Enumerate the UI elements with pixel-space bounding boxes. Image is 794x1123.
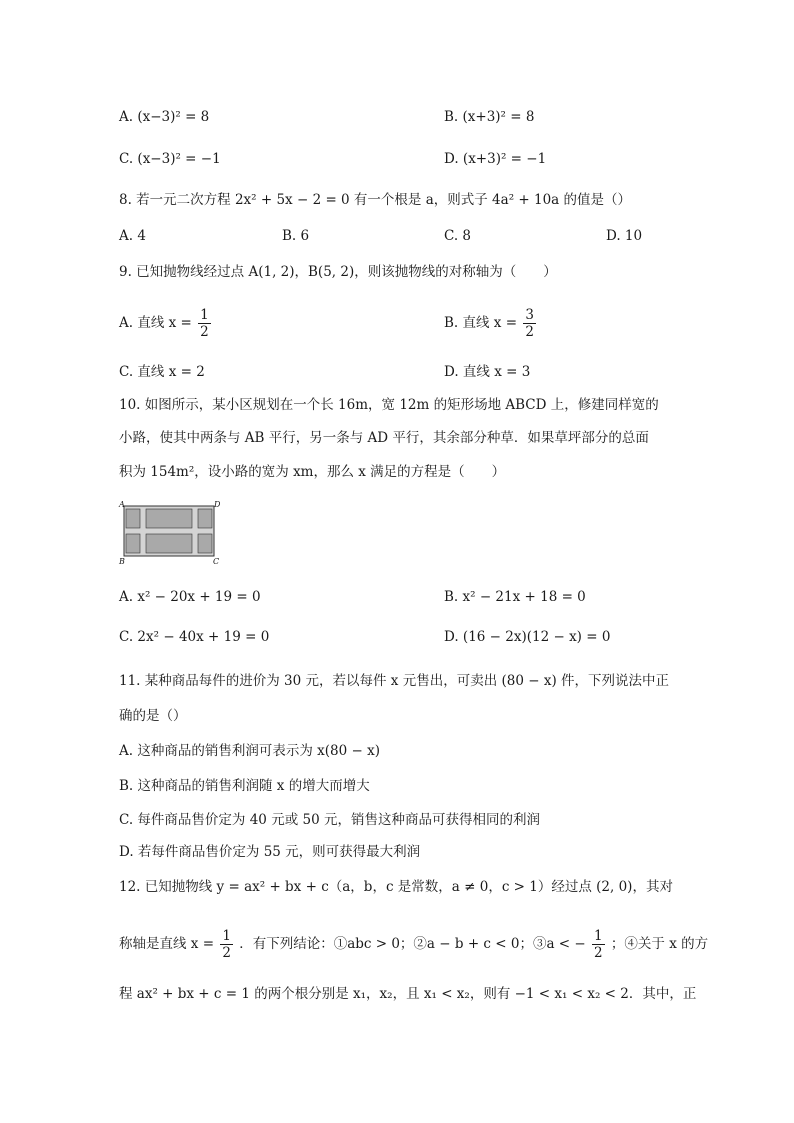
q7-option-d[interactable]: D. (x+3)² = −1	[444, 151, 547, 167]
q10-option-a[interactable]: A. x² − 20x + 19 = 0	[119, 589, 261, 605]
q9-option-c[interactable]: C. 直线 x = 2	[119, 364, 205, 380]
q10-line-2: 小路，使其中两条与 AB 平行，另一条与 AD 平行，其余部分种草．如果草坪部分的总面	[119, 430, 649, 446]
q9-option-a-denominator: 2	[200, 324, 209, 340]
q11-option-a[interactable]: A. 这种商品的销售利润可表示为 x(80 − x)	[119, 743, 380, 759]
q9-option-d[interactable]: D. 直线 x = 3	[444, 364, 531, 380]
q8-stem: 8. 若一元二次方程 2x² + 5x − 2 = 0 有一个根是 a，则式子 4a² + 10a 的值是（）	[119, 192, 632, 208]
q12-axis-numerator: 1	[222, 928, 231, 944]
q9-option-b-numerator: 3	[525, 307, 534, 323]
q12-line-2-suffix: ；④关于 x 的方	[610, 936, 709, 952]
q12-conclusion-fraction	[592, 928, 605, 961]
lawn-plot	[146, 509, 192, 528]
lawn-plot	[146, 534, 192, 553]
q10-option-c[interactable]: C. 2x² − 40x + 19 = 0	[119, 629, 270, 645]
q12-line-3: 程 ax² + bx + c = 1 的两个根分别是 x₁，x₂，且 x₁ < x₂，则有 −1 < x₁ < x₂ < 2．其中，正	[119, 986, 697, 1002]
q9-option-a-fraction	[198, 307, 211, 340]
q9-option-b-denominator: 2	[525, 324, 534, 340]
q7-option-b[interactable]: B. (x+3)² = 8	[444, 109, 535, 125]
q10-line-3: 积为 154m²，设小路的宽为 xm，那么 x 满足的方程是（ ）	[119, 464, 506, 480]
q11-line-2: 确的是（）	[119, 708, 187, 724]
q11-line-1: 11. 某种商品每件的进价为 30 元，若以每件 x 元售出，可卖出 (80 − x) 件，下列说法中正	[119, 673, 670, 689]
q10-option-d[interactable]: D. (16 − 2x)(12 − x) = 0	[444, 629, 611, 645]
q8-option-b[interactable]: B. 6	[282, 228, 310, 244]
lawn-plot	[126, 534, 140, 553]
q9-stem: 9. 已知抛物线经过点 A(1, 2)，B(5, 2)，则该抛物线的对称轴为（ ）	[119, 264, 557, 280]
q11-option-c[interactable]: C. 每件商品售价定为 40 元或 50 元，销售这种商品可获得相同的利润	[119, 812, 540, 828]
q9-option-b-fraction	[523, 307, 536, 340]
q12-line-2-middle: ．有下列结论：①abc > 0；②a − b + c < 0；③a < −	[239, 936, 586, 952]
q12-conclusion-numerator: 1	[594, 928, 603, 944]
q9-option-a-prefix: A. 直线 x =	[119, 315, 192, 331]
q12-line-2	[119, 928, 708, 961]
q9-option-b[interactable]	[444, 307, 538, 340]
q7-option-a[interactable]: A. (x−3)² = 8	[119, 109, 210, 125]
q11-option-d[interactable]: D. 若每件商品售价定为 55 元，则可获得最大利润	[119, 844, 421, 860]
q8-option-c[interactable]: C. 8	[444, 228, 472, 244]
q12-axis-fraction	[220, 928, 233, 961]
q9-option-b-prefix: B. 直线 x =	[444, 315, 518, 331]
q10-option-b[interactable]: B. x² − 21x + 18 = 0	[444, 589, 586, 605]
q8-option-d[interactable]: D. 10	[606, 228, 643, 244]
q10-line-1: 10. 如图所示，某小区规划在一个长 16m，宽 12m 的矩形场地 ABCD 上，修建同样宽的	[119, 397, 659, 413]
q12-conclusion-denominator: 2	[594, 945, 603, 961]
q10-rectangle-figure	[118, 500, 222, 568]
figure-label-b: B	[119, 557, 125, 566]
lawn-plot	[126, 509, 140, 528]
figure-label-a: A	[119, 500, 125, 509]
q9-option-a-numerator: 1	[200, 307, 209, 323]
q12-line-1: 12. 已知抛物线 y = ax² + bx + c（a，b，c 是常数，a ≠ 0，c > 1）经过点 (2, 0)，其对	[119, 879, 673, 895]
q7-option-c[interactable]: C. (x−3)² = −1	[119, 151, 221, 167]
q12-axis-denominator: 2	[222, 945, 231, 961]
q9-option-a[interactable]	[119, 307, 213, 340]
lawn-plot	[198, 534, 212, 553]
q12-line-2-prefix: 称轴是直线 x =	[119, 936, 215, 952]
figure-label-d: D	[214, 500, 221, 509]
q11-option-b[interactable]: B. 这种商品的销售利润随 x 的增大而增大	[119, 778, 370, 794]
lawn-plot	[198, 509, 212, 528]
q8-option-a[interactable]: A. 4	[119, 228, 146, 244]
figure-label-c: C	[213, 557, 220, 566]
